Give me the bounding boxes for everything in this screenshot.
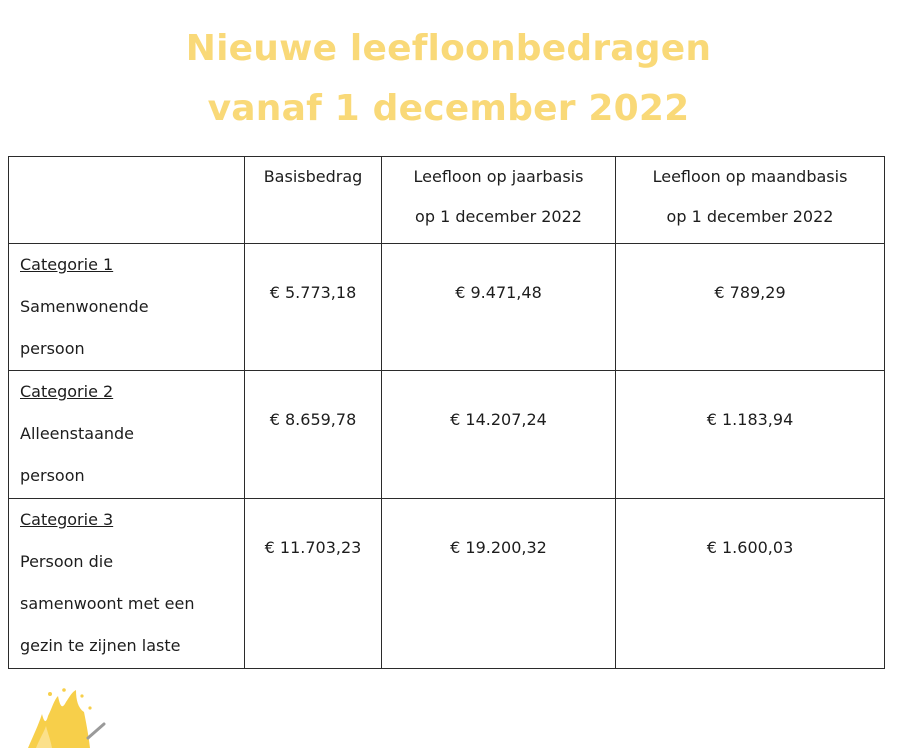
jaarbasis-value: € 9.471,48 xyxy=(382,244,616,371)
header-empty-cell xyxy=(9,157,245,244)
category-cell xyxy=(9,499,245,669)
category-desc-line: gezin te zijnen laste xyxy=(20,636,181,655)
category-cell xyxy=(9,371,245,499)
header-basisbedrag xyxy=(245,157,382,244)
maandbasis-value: € 1.600,03 xyxy=(616,499,885,669)
yellow-brush-logo-icon xyxy=(24,686,108,752)
table-row xyxy=(9,371,885,499)
header-jaarbasis-line-2: op 1 december 2022 xyxy=(415,207,582,226)
jaarbasis-value: € 19.200,32 xyxy=(382,499,616,669)
category-label: Categorie 3 xyxy=(20,510,114,529)
page-title-line-2: vanaf 1 december 2022 xyxy=(207,88,690,129)
basisbedrag-value: € 8.659,78 xyxy=(245,371,382,499)
header-basisbedrag-label: Basisbedrag xyxy=(263,167,363,186)
basisbedrag-value: € 5.773,18 xyxy=(245,244,382,371)
header-maandbasis-line-2: op 1 december 2022 xyxy=(666,207,834,226)
category-cell xyxy=(9,244,245,371)
category-desc-line: persoon xyxy=(20,339,85,358)
category-desc-line: persoon xyxy=(20,466,85,485)
header-leefloon-jaarbasis xyxy=(382,157,616,244)
basisbedrag-value: € 11.703,23 xyxy=(245,499,382,669)
header-leefloon-maandbasis xyxy=(616,157,885,244)
category-desc-line: Persoon die xyxy=(20,552,114,571)
maandbasis-value: € 1.183,94 xyxy=(616,371,885,499)
jaarbasis-value: € 14.207,24 xyxy=(382,371,616,499)
table-header-row xyxy=(9,157,885,244)
category-desc-line: Samenwonende xyxy=(20,297,149,316)
category-desc-line: Alleenstaande xyxy=(20,424,135,443)
category-label: Categorie 2 xyxy=(20,382,114,401)
header-maandbasis-line-1: Leefloon op maandbasis xyxy=(652,167,848,186)
maandbasis-value: € 789,29 xyxy=(616,244,885,371)
table-row xyxy=(9,244,885,371)
category-label: Categorie 1 xyxy=(20,255,114,274)
category-desc-line: samenwoont met een xyxy=(20,594,195,613)
leefloon-table xyxy=(8,156,885,669)
header-jaarbasis-line-1: Leefloon op jaarbasis xyxy=(413,167,584,186)
table-row xyxy=(9,499,885,669)
page-title-line-1: Nieuwe leefloonbedragen xyxy=(185,28,712,69)
